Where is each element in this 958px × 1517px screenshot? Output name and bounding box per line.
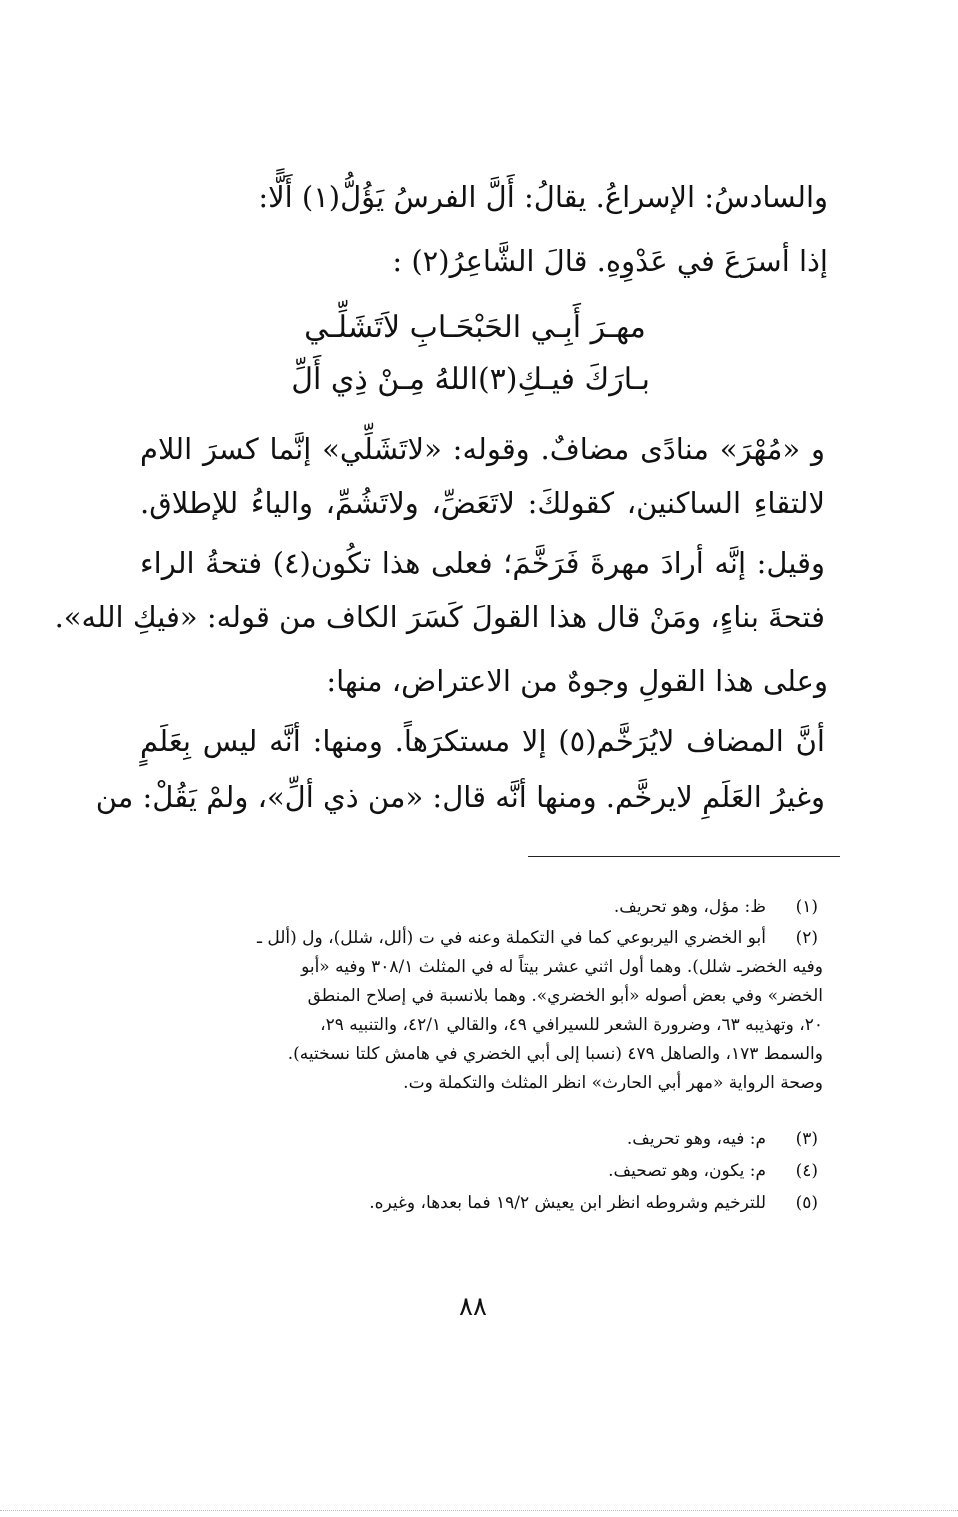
- para4-line-1: أنَّ المضاف لايُرَخَّم(٥) إلا مستكرَهاً. ومنها: أنَّه ليس بِعَلَمٍ: [140, 724, 825, 758]
- footnote-5: [138, 1192, 818, 1215]
- footnote-number: (٣): [795, 1129, 818, 1149]
- para4-line-2: وغيرُ العَلَمِ لايرخَّم. ومنها أنَّه قال: «من ذي ألِّ»، ولمْ يَقُلْ: من: [95, 780, 825, 814]
- para1-line-1: و «مُهْرَ» منادًى مضافٌ. وقوله: «لاتَشَلِّي» إنَّما كسرَ اللام: [140, 432, 825, 466]
- footnote-text: للترخيم وشروطه انظر ابن يعيش ١٩/٢ فما بعدها، وغيره.: [369, 1193, 766, 1213]
- footnote-2-cont-3: ٢٠، وتهذيبه ٦٣، وضرورة الشعر للسيرافي ٤٩، والقالي ٤٢/١، والتنبيه ٢٩،: [320, 1015, 823, 1035]
- body-line-2: إذا أسرَعَ في عَدْوِهِ. قالَ الشَّاعِرُ(٢) :: [392, 244, 828, 278]
- footnote-text: م: فيه، وهو تحريف.: [626, 1129, 766, 1149]
- footnote-number: (٤): [795, 1161, 818, 1181]
- footnote-number: (٢): [795, 928, 818, 948]
- footnote-text: ظ: مؤل، وهو تحريف.: [613, 897, 766, 917]
- footnote-separator: [528, 856, 840, 857]
- footnote-number: (١): [795, 897, 818, 917]
- footnote-text: م: يكون، وهو تصحيف.: [608, 1161, 766, 1181]
- footnote-text: أبو الخضري اليربوعي كما في التكملة وعنه في ت (ألل، شلل)، ول (ألل ـ: [256, 928, 766, 948]
- para2-line-2: فتحةَ بناءٍ، ومَنْ قال هذا القولَ كَسَرَ الكاف من قوله: «فيكِ الله».: [54, 600, 825, 634]
- footnote-2: [138, 927, 818, 950]
- footnote-2-cont-4: والسمط ١٧٣، والصاهل ٤٧٩ (نسبا إلى أبي الخضري في هامش كلتا نسختيه).: [287, 1044, 823, 1064]
- para2-line-1: وقيل: إنَّه أرادَ مهرةَ فَرَخَّمَ؛ فعلى هذا تكُون(٤) فتحةُ الراء: [140, 546, 825, 580]
- para1-line-2: لالتقاءِ الساكنين، كقولكَ: لاتَعَضِّ، ولاتَشُمِّ، والياءُ للإطلاق.: [140, 486, 825, 520]
- page-number: ٨٨: [459, 1292, 487, 1322]
- verse-line-2: بـارَكَ فيـكِ(٣)اللهُ مِـنْ ذِي أَلِّ: [291, 362, 650, 397]
- footnote-number: (٥): [795, 1193, 818, 1213]
- verse-line-1: مهـرَ أَبِـي الحَبْحَـابِ لاَتَشَلِّـي: [304, 310, 646, 345]
- footnote-2-cont-1: وفيه الخضرـ شلل). وهما أول اثني عشر بيتاً له في المثلث ٣٠٨/١ وفيه «أبو: [301, 957, 823, 977]
- footnote-3: [138, 1128, 818, 1151]
- footnote-4: [138, 1160, 818, 1183]
- body-line-1: والسادسُ: الإسراعُ. يقالُ: أَلَّ الفرسُ يَؤُلُّ(١) أَلًّا:: [258, 180, 828, 214]
- scan-edge-dots: [0, 1510, 958, 1511]
- footnote-1: [138, 896, 818, 919]
- para3-line-1: وعلى هذا القولِ وجوهٌ من الاعتراض، منها:: [326, 664, 828, 698]
- footnote-2-cont-2: الخضر» وفي بعض أصوله «أبو الخضري». وهما بلانسبة في إصلاح المنطق: [307, 986, 823, 1006]
- footnote-2-cont-5: وصحة الرواية «مهر أبي الحارث» انظر المثلث والتكملة وت.: [403, 1073, 823, 1093]
